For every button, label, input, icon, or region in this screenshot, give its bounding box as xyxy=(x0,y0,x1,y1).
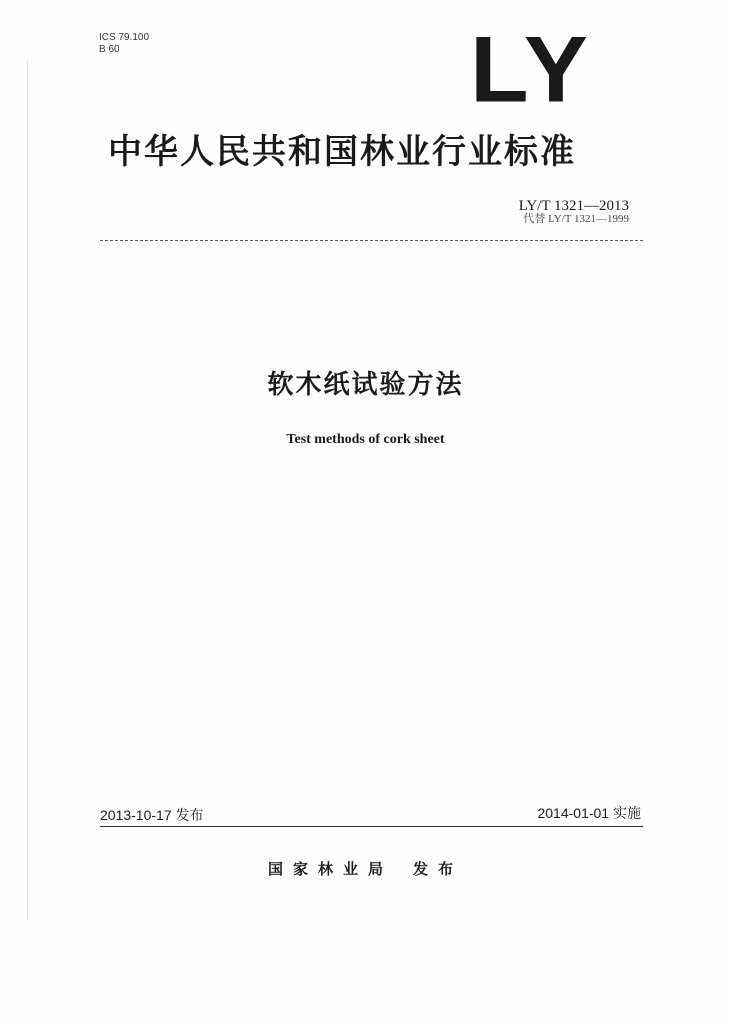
issuer-name: 国家林业局 xyxy=(267,860,393,878)
national-standard-title: 中华人民共和国林业行业标准 xyxy=(108,132,576,172)
page-edge-line xyxy=(27,60,28,920)
header-divider xyxy=(100,240,643,241)
ics-code: ICS 79.100 xyxy=(99,32,150,43)
ly-logo: LY xyxy=(470,17,592,122)
ccs-code: B 60 xyxy=(99,44,120,55)
standard-number: LY/T 1321—2013 xyxy=(518,198,629,214)
issue-date: 2013-10-17 发布 xyxy=(100,807,204,823)
classification-codes xyxy=(99,32,149,56)
document-title-english: Test methods of cork sheet xyxy=(286,432,445,447)
replaced-standard: 代替 LY/T 1321—1999 xyxy=(523,213,629,225)
footer-divider xyxy=(100,826,643,827)
issuer-action: 发布 xyxy=(413,860,464,878)
implementation-date: 2014-01-01 实施 xyxy=(537,805,641,821)
document-title-chinese: 软木纸试验方法 xyxy=(267,370,464,400)
issuer-line xyxy=(0,859,731,879)
